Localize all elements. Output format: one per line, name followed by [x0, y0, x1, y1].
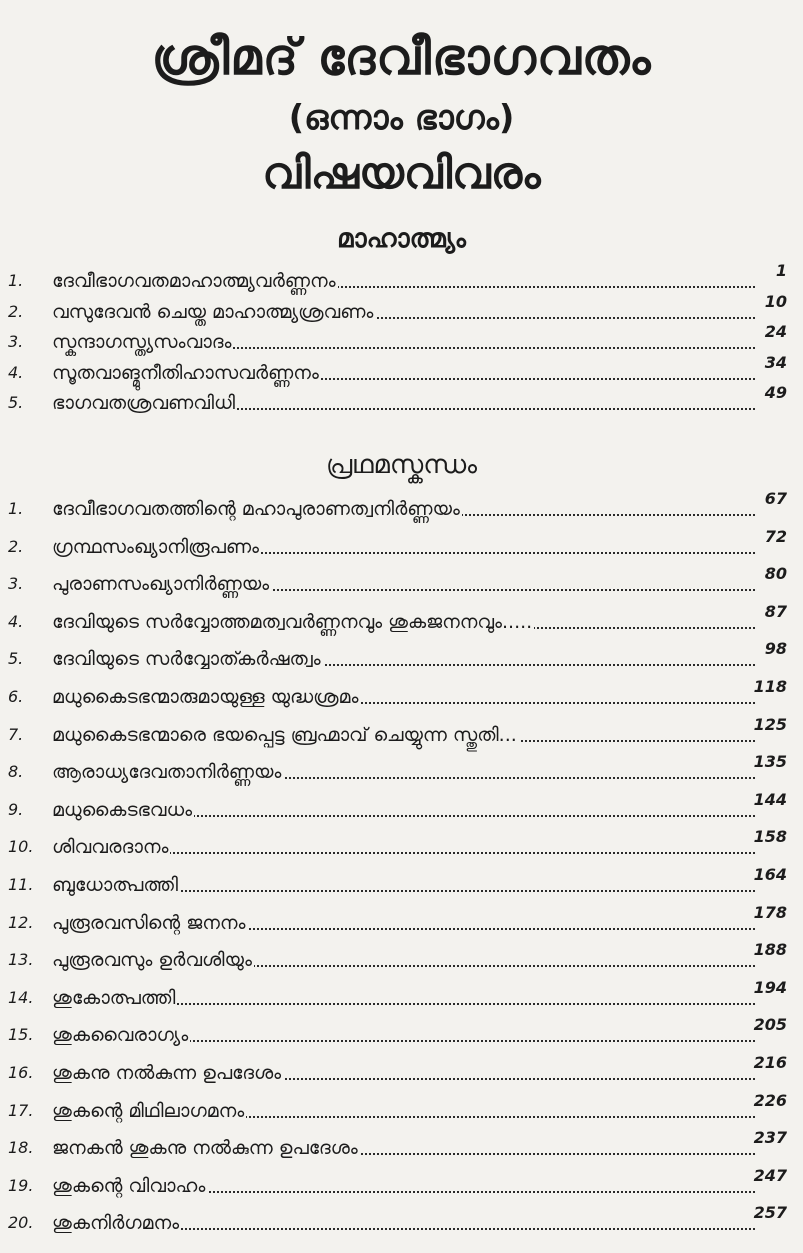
entry-title: ദേവീഭാഗവതമാഹാത്മ്യവർണ്ണനം [52, 270, 336, 292]
toc-entry [0, 528, 803, 560]
toc-entry [0, 866, 803, 898]
entry-number: 3. [8, 332, 24, 351]
entry-page-number: 72 [764, 526, 787, 546]
entry-page-number: 24 [764, 322, 787, 341]
entry-page-number: 226 [753, 1090, 787, 1110]
book-title: ശ്രീമദ് ദേവീഭാഗവതം [151, 28, 652, 86]
entry-number: 2. [8, 536, 24, 556]
section-heading-mahatmyam: മാഹാത്മ്യം [337, 224, 466, 254]
entry-page-number: 34 [764, 352, 787, 372]
entry-page-number: 257 [753, 1203, 787, 1223]
entry-title: ദേവിയുടെ സർവ്വോത്കർഷത്വം [52, 648, 321, 671]
entry-page-number: 205 [753, 1015, 787, 1035]
toc-entry [0, 828, 803, 860]
entry-number: 19. [8, 1175, 34, 1195]
toc-entry [0, 384, 803, 416]
entry-title: ശുകന്റെ മിഥിലാഗമനം [52, 1099, 245, 1122]
entry-number: 11. [8, 875, 34, 894]
volume-label: (ഒന്നാം ഭാഗം) [288, 98, 515, 138]
entry-number: 18. [8, 1138, 34, 1158]
entry-title: പുരൂരവസിന്റെ ജനനം [52, 911, 246, 934]
entry-number: 17. [8, 1100, 34, 1120]
entry-title: ദേവിയുടെ സർവ്വോത്തമത്വവർണ്ണനവും ശുകജനനവും..... [52, 610, 533, 633]
toc-entry [0, 565, 803, 597]
entry-number: 7. [8, 724, 24, 744]
toc-entry [0, 490, 803, 522]
entry-number: 3. [8, 574, 24, 594]
entry-number: 12. [8, 912, 34, 932]
entry-title: ശുകനിർഗമനം [52, 1212, 180, 1235]
entry-page-number: 216 [753, 1053, 787, 1072]
entry-page-number: 118 [753, 677, 787, 696]
entry-page-number: 164 [753, 865, 787, 884]
entry-title: ജനകൻ ശുകനു നൽകുന്ന ഉപദേശം [52, 1137, 358, 1160]
toc-entry [0, 716, 803, 748]
entry-page-number: 158 [753, 827, 787, 847]
toc-entry [0, 640, 803, 672]
toc-entry [0, 1016, 803, 1048]
entry-number: 5. [8, 649, 24, 669]
toc-entry [0, 1054, 803, 1086]
entry-title: ദേവീഭാഗവതത്തിന്റെ മഹാപുരാണത്വനിർണ്ണയം [52, 498, 460, 520]
entry-title: മധുകൈടഭവധം [52, 798, 193, 821]
entry-title: ഗ്രന്ഥസംഖ്യാനിരൂപണം [52, 535, 259, 558]
entry-page-number: 10 [764, 291, 787, 311]
entry-title: സ്കന്ദാഗസ്ത്യസംവാദം [52, 331, 232, 353]
contents-heading: വിഷയവിവരം [262, 148, 541, 199]
entry-number: 9. [8, 799, 24, 819]
entry-title: സൂതവാങ്മുനീതിഹാസവർണ്ണനം [52, 361, 319, 384]
entry-page-number: 237 [753, 1128, 787, 1148]
entry-title: ശുകവൈരാഗ്യം [52, 1024, 189, 1047]
entry-page-number: 87 [764, 601, 787, 621]
entry-page-number: 98 [764, 639, 787, 659]
entry-number: 1. [8, 271, 24, 290]
toc-entry [0, 753, 803, 785]
toc-entry [0, 1092, 803, 1124]
entry-title: ശിവവരദാനം [52, 836, 169, 859]
toc-entry [0, 1129, 803, 1161]
entry-page-number: 67 [764, 489, 787, 508]
entry-page-number: 188 [753, 940, 787, 960]
entry-page-number: 247 [753, 1165, 787, 1185]
toc-entry [0, 603, 803, 635]
toc-entry [0, 323, 803, 355]
entry-page-number: 125 [753, 714, 787, 734]
section-heading-prathama-skandham: പ്രഥമസ്കന്ധം [325, 450, 478, 480]
entry-title: ആരാധ്യദേവതാനിർണ്ണയം [52, 761, 282, 784]
entry-page-number: 1 [775, 261, 787, 280]
entry-page-number: 135 [753, 752, 787, 772]
entry-number: 5. [8, 393, 24, 412]
entry-number: 14. [8, 987, 34, 1007]
entry-title: ഭാഗവതശ്രവണവിധി [52, 392, 236, 414]
toc-entry [0, 1204, 803, 1236]
entry-number: 20. [8, 1213, 34, 1233]
entry-number: 2. [8, 301, 24, 321]
entry-number: 6. [8, 687, 24, 706]
entry-number: 1. [8, 499, 24, 518]
entry-number: 10. [8, 837, 34, 857]
toc-entry [0, 293, 803, 325]
toc-entry [0, 678, 803, 710]
entry-title: മധുകൈടഭന്മാരുമായുള്ള യുദ്ധശ്രമം [52, 686, 359, 708]
entry-number: 4. [8, 611, 24, 631]
entry-title: പുരൂരവസും ഉർവശിയും [52, 949, 252, 972]
entry-number: 8. [8, 762, 24, 782]
entry-number: 16. [8, 1063, 34, 1082]
toc-entry [0, 354, 803, 386]
entry-title: പുരാണസംഖ്യാനിർണ്ണയം [52, 573, 270, 596]
toc-entry [0, 979, 803, 1011]
toc-entry [0, 791, 803, 823]
toc-entry [0, 941, 803, 973]
entry-page-number: 194 [753, 977, 787, 997]
entry-title: മധുകൈടഭന്മാരെ ഭയപ്പെട്ട ബ്രഹ്മാവ് ചെയ്യുന്ന സ്തുതി... [52, 723, 517, 746]
entry-title: ബുധോത്പത്തി [52, 874, 178, 896]
toc-entry [0, 262, 803, 294]
entry-page-number: 144 [753, 789, 787, 809]
entry-page-number: 178 [753, 902, 787, 922]
toc-entry [0, 1167, 803, 1199]
entry-number: 15. [8, 1025, 34, 1045]
toc-entry [0, 904, 803, 936]
entry-number: 13. [8, 950, 34, 970]
entry-number: 4. [8, 362, 24, 382]
entry-page-number: 80 [764, 564, 787, 584]
entry-title: ശുകനു നൽകുന്ന ഉപദേശം [52, 1062, 282, 1084]
entry-page-number: 49 [764, 383, 787, 402]
entry-title: വസുദേവൻ ചെയ്ത മാഹാത്മ്യശ്രവണം [52, 300, 374, 323]
entry-title: ശുകോത്പത്തി [52, 986, 176, 1009]
entry-title: ശുകന്റെ വിവാഹം [52, 1174, 206, 1197]
